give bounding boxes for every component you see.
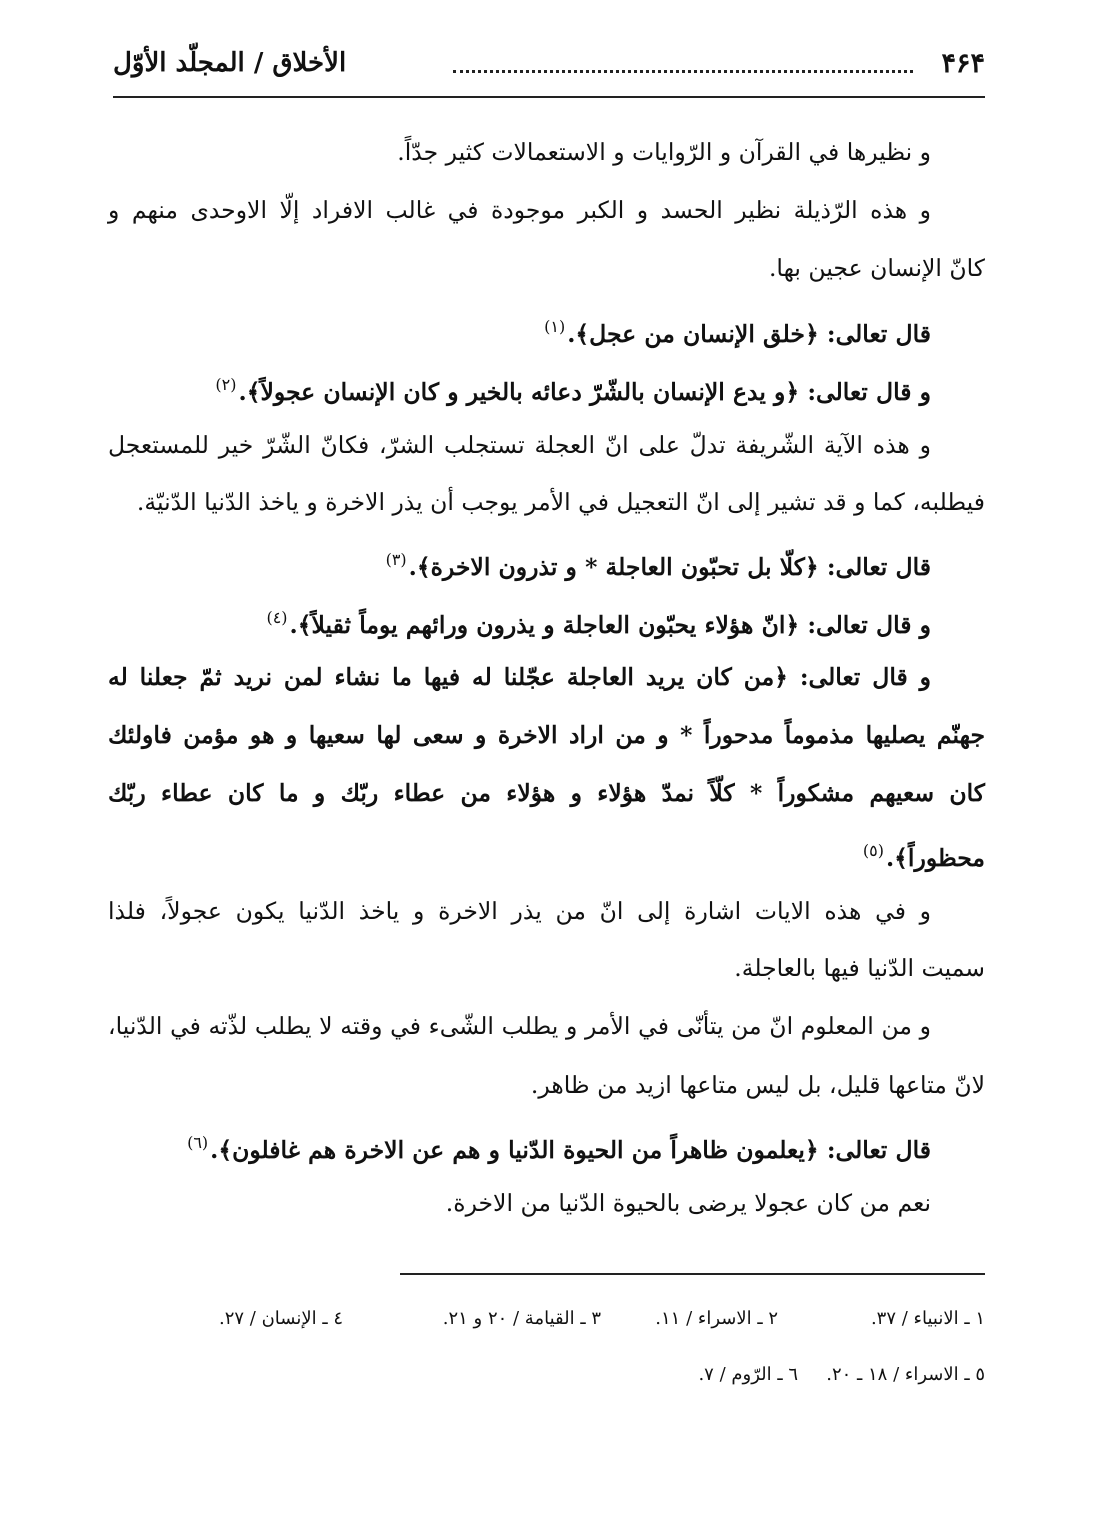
text-line: فيطلبه، كما و قد تشير إلى انّ التعجيل في الأمر يوجب أن يذر الاخرة و ياخذ الدّنيا الدّنيّة. (136, 488, 985, 516)
verse-line: و قال تعالى: ﴿و يدع الإنسان بالشّرّ دعائه بالخير و كان الإنسان عجولاً﴾.$^{(٢)}$ (215, 375, 931, 406)
text-line: و هذه الرّذيلة نظير الحسد و الكبر موجودة في غالب الافراد إلّا الاوحدى منهم و (108, 196, 931, 224)
footnote: ٥ ـ الاسراء / ١٨ ـ ٢٠. (826, 1364, 985, 1385)
text-line: و نظيرها في القرآن و الرّوايات و الاستعمالات كثير جدّاً. (397, 138, 931, 166)
footnote-rule (400, 1273, 985, 1275)
footnote-ref: (٢) (215, 375, 237, 394)
text-line: لانّ متاعها قليل، بل ليس متاعها ازيد من ظاهر. (530, 1071, 985, 1099)
footnote: ٣ ـ القيامة / ٢٠ و ٢١. (442, 1308, 601, 1329)
header-title: الأخلاق / المجلّد الأوّل (113, 48, 347, 78)
verse-line: قال تعالى: ﴿خلق الإنسان من عجل﴾.$^{(١)}$ (544, 317, 931, 348)
text-line: نعم من كان عجولا يرضى بالحيوة الدّنيا من الاخرة. (445, 1189, 931, 1217)
page-number: ۴۶۴ (941, 48, 985, 79)
footnote: ٦ ـ الرّوم / ٧. (698, 1364, 798, 1385)
verse-line: و قال تعالى: ﴿انّ هؤلاء يحبّون العاجلة و يذرون ورائهم يوماً ثقيلاً﴾.$^{(٤)}$ (266, 608, 931, 639)
footnote: ١ ـ الانبياء / ٣٧. (870, 1308, 985, 1329)
text-line: و هذه الآية الشّريفة تدلّ على انّ العجلة تستجلب الشرّ، فكانّ الشّرّ خير للمستعجل (108, 431, 931, 459)
verse-line: قال تعالى: ﴿يعلمون ظاهراً من الحيوة الدّنيا و هم عن الاخرة هم غافلون﴾.$^{(٦)}$ (187, 1133, 931, 1164)
footnote-ref: (١) (544, 317, 566, 336)
footnote-ref: (٣) (385, 550, 407, 569)
verse-line: محظوراً﴾.$^{(٥)}$ (862, 841, 985, 872)
running-header (113, 44, 985, 92)
text-line: و في هذه الايات اشارة إلى انّ من يذر الاخرة و ياخذ الدّنيا يكون عجولاً، فلذا (108, 897, 931, 925)
footnote-ref: (٦) (187, 1133, 209, 1152)
footnote: ٢ ـ الاسراء / ١١. (655, 1308, 778, 1329)
text-line: و من المعلوم انّ من يتأنّى في الأمر و يطلب الشّىء في وقته لا يطلب لذّته في الدّنيا، (108, 1012, 931, 1040)
verse-line: كان سعيهم مشكوراً * كلّاً نمدّ هؤلاء و هؤلاء من عطاء ربّك و ما كان عطاء ربّك (108, 779, 985, 807)
verse-line: و قال تعالى: ﴿من كان يريد العاجلة عجّلنا له فيها ما نشاء لمن نريد ثمّ جعلنا له (108, 663, 931, 691)
footnote: ٤ ـ الإنسان / ٢٧. (218, 1308, 343, 1329)
verse-line: جهنّم يصليها مذموماً مدحوراً * و من اراد الاخرة و سعى لها سعيها و هو مؤمن فاولئك (108, 721, 985, 749)
header-rule (113, 96, 985, 98)
text-line: كانّ الإنسان عجين بها. (768, 254, 985, 282)
text-line: سميت الدّنيا فيها بالعاجلة. (734, 954, 985, 982)
footnote-ref: (٤) (266, 608, 288, 627)
header-leader-dots (453, 70, 913, 73)
footnote-ref: (٥) (862, 841, 884, 860)
verse-line: قال تعالى: ﴿كلّا بل تحبّون العاجلة * و تذرون الاخرة﴾.$^{(٣)}$ (385, 550, 931, 581)
